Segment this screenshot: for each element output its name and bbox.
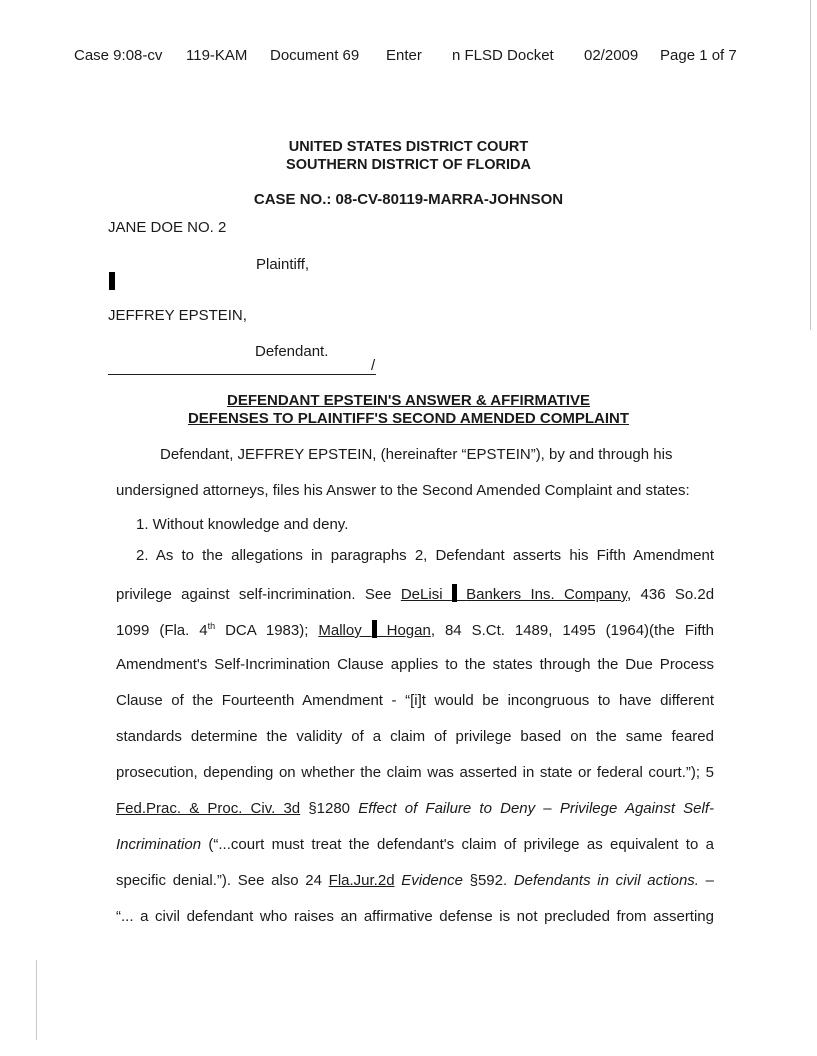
answer-item-2: 2. As to the allegations in paragraphs 2, Defendant asserts his Fifth Amendment [136, 547, 714, 564]
court-district: SOUTHERN DISTRICT OF FLORIDA [286, 157, 531, 173]
italic-segment: Incrimination [116, 836, 202, 853]
redaction-mark [372, 620, 377, 638]
header-date: 02/2009 [584, 47, 639, 64]
case-party: Malloy [318, 622, 362, 639]
case-party: Bankers Ins. Company [466, 586, 628, 603]
header-docket: n FLSD Docket [452, 47, 554, 64]
redaction-mark [452, 584, 457, 602]
answer-item-1: 1. Without knowledge and deny. [136, 516, 349, 533]
text-segment: 1099 (Fla. 4 [116, 622, 208, 639]
paragraph-line-4: Clause of the Fourteenth Amendment - “[i]t would be incongruous to have different [116, 692, 714, 709]
caption-rule [108, 374, 376, 375]
document-title-line1: DEFENDANT EPSTEIN'S ANSWER & AFFIRMATIVE [226, 392, 591, 409]
header-case-suffix: 119-KAM [186, 47, 248, 64]
paragraph-line-2 [116, 620, 714, 639]
treatise-citation: Fla.Jur.2d [328, 872, 395, 889]
defendant-name: JEFFREY EPSTEIN, [108, 307, 247, 324]
text-segment: specific denial.”). See also 24 [116, 872, 329, 889]
court-name: UNITED STATES DISTRICT COURT [288, 139, 529, 155]
paragraph-line-7 [116, 800, 714, 817]
header-page-number: Page 1 of 7 [660, 47, 737, 64]
plaintiff-name: JANE DOE NO. 2 [108, 219, 227, 236]
paragraph-line-1 [116, 584, 714, 603]
text-segment: §1280 [300, 800, 359, 817]
italic-segment: Defendants in civil actions. [513, 872, 699, 889]
caption-slash: / [371, 357, 376, 374]
text-segment: §592. [462, 872, 514, 889]
text-segment: DCA 1983); [215, 622, 309, 639]
document-title-line2: DEFENSES TO PLAINTIFF'S SECOND AMENDED COMPLAINT [187, 410, 630, 427]
paragraph-line-5: standards determine the validity of a claim of privilege based on the same feared [116, 728, 714, 745]
treatise-citation: Fed.Prac. & Proc. Civ. 3d [116, 800, 301, 817]
italic-segment: Effect of Failure to Deny – Privilege Against Self- [358, 800, 714, 817]
case-citation [401, 586, 627, 603]
header-case-prefix: Case 9:08-cv [74, 47, 163, 64]
intro-line-2: undersigned attorneys, files his Answer to the Second Amended Complaint and states: [116, 482, 690, 499]
text-segment: , 84 S.Ct. 1489, 1495 (1964)(the Fifth [430, 622, 714, 639]
paragraph-line-8 [116, 836, 714, 853]
superscript: th [207, 621, 216, 631]
paragraph-line-3: Amendment's Self-Incrimination Clause applies to the states through the Due Process [116, 656, 714, 673]
header-document: Document 69 [270, 47, 360, 64]
intro-line-1: Defendant, JEFFREY EPSTEIN, (hereinafter “EPSTEIN”), by and through his [160, 446, 673, 463]
paragraph-line-10: “... a civil defendant who raises an affirmative defense is not precluded from asserting [116, 908, 714, 925]
text-segment: privilege against self-incrimination. See [116, 586, 392, 603]
case-citation [318, 622, 430, 639]
paragraph-line-9 [116, 872, 714, 889]
plaintiff-role: Plaintiff, [256, 256, 310, 273]
scan-edge-left [36, 960, 37, 1040]
defendant-role: Defendant. [255, 343, 329, 360]
redaction-bar [109, 272, 115, 290]
text-segment: – [698, 872, 715, 889]
header-entered: Enter [386, 47, 422, 64]
text-segment: , 436 So.2d [627, 586, 715, 603]
case-number: CASE NO.: 08-CV-80119-MARRA-JOHNSON [253, 191, 564, 208]
paragraph-line-6: prosecution, depending on whether the claim was asserted in state or federal court.”); 5 [116, 764, 714, 781]
italic-segment: Evidence [394, 872, 463, 889]
case-party: Hogan [386, 622, 431, 639]
case-party: DeLisi [400, 586, 443, 603]
text-segment: (“...court must treat the defendant's claim of privilege as equivalent to a [201, 836, 714, 853]
